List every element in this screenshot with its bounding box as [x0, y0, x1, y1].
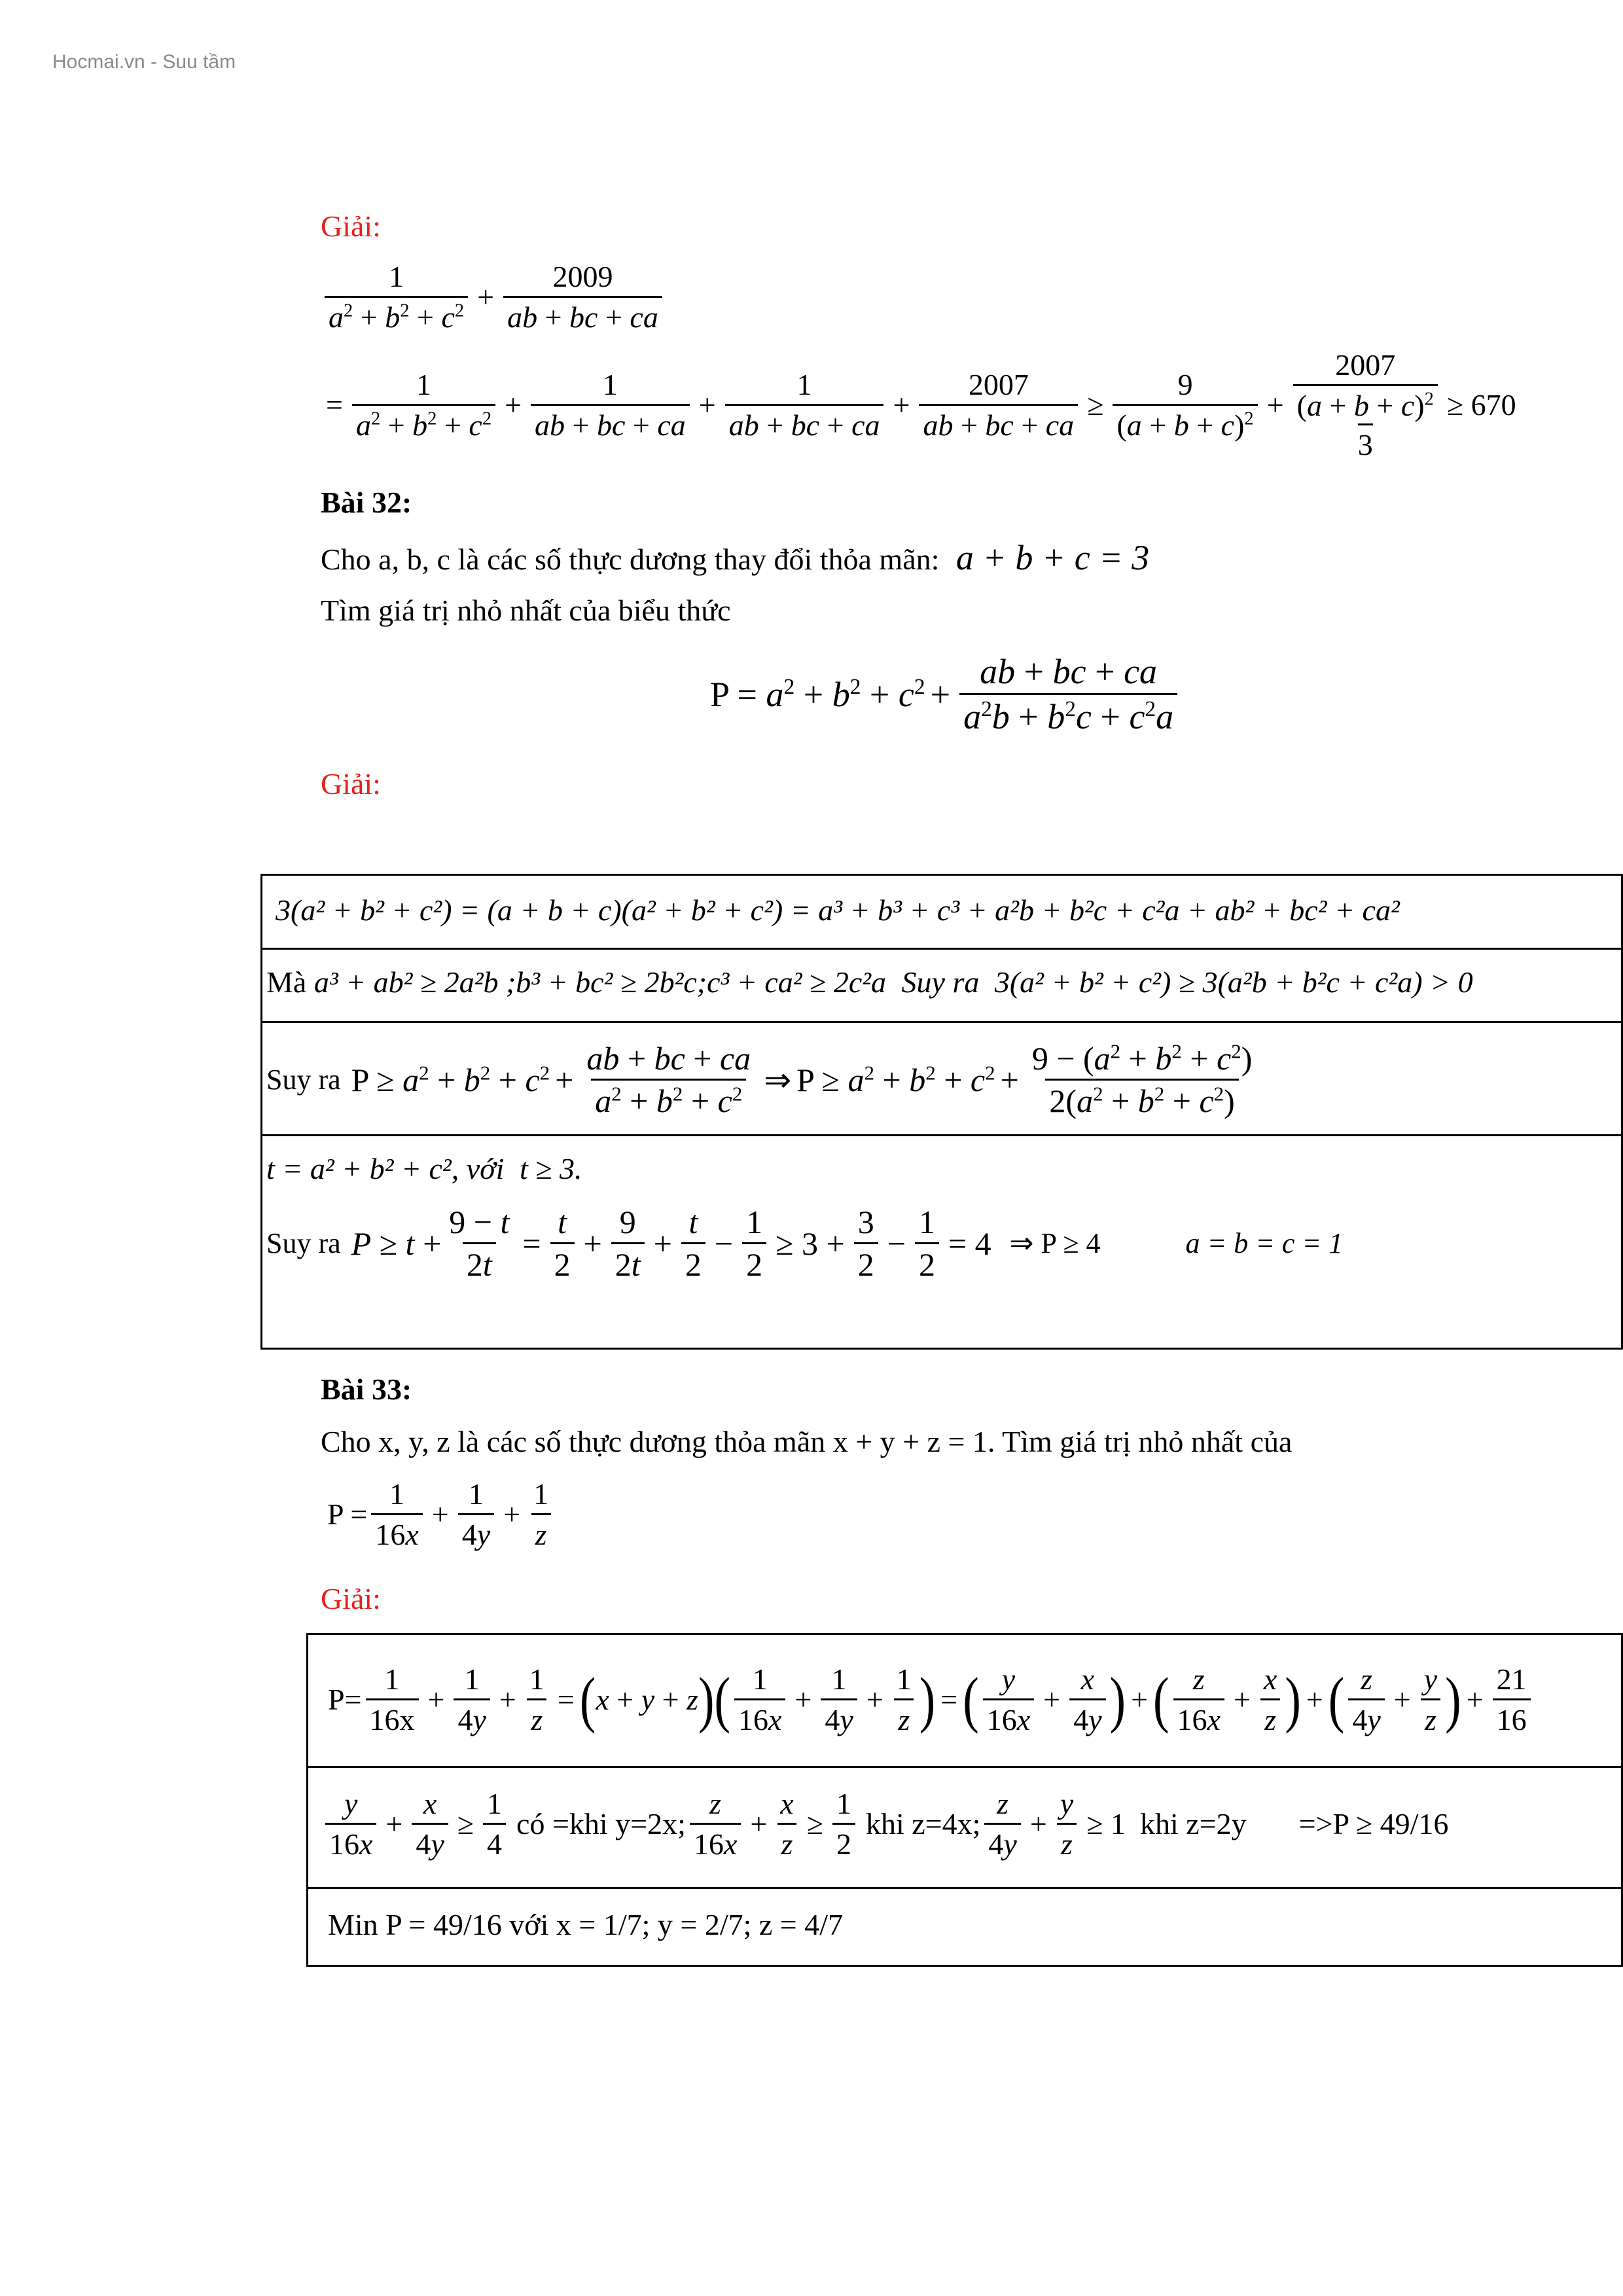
- bai32-row4-chain: Suy ra P ≥ t + $\frac{9 - t}{2t}$ = $\frac{t}{2}$ + $\frac{9}{2t}$ + $\frac{t}{2}$ − $\frac{1}{2}$ ≥ 3 + $\frac{3}{2}$ − $\frac{1}{2}$ = 4 ⇒ P ≥ 4 a = b = c = 1: [266, 1204, 1344, 1283]
- bai32-row1: 3(a² + b² + c²) = (a + b + c)(a² + b² + c²) = a³ + b³ + c³ + a²b + b²c + c²a + ab² + bc² + ca²: [276, 893, 1400, 927]
- bai32-title: Bài 32:: [321, 486, 412, 519]
- bai32-row3: Suy ra $P \ge a^2 + b^2 + c^2$ + $\frac{ab + bc + ca}{a^2 + b^2 + c^2}$ ⇒ $P \ge a^2 + b^2 + c^2$ + $\frac{9 - (a^2 + b^2 + c^2)}{2(a^2 + b^2 + c^2)}$: [266, 1039, 1253, 1119]
- solution-label-3: Giải:: [321, 1582, 381, 1615]
- bai33-expression-P: P = $\frac{1}{16x}$ + $\frac{1}{4y}$ + $\frac{1}{z}$: [327, 1476, 556, 1552]
- bai32-row2-suy: Suy ra: [901, 965, 980, 999]
- bai32-row2-result: 3(a² + b² + c²) ≥ 3(a²b + b²c + c²a) > 0: [994, 965, 1473, 999]
- bai33-row2-khi2: khi z=2y: [1139, 1807, 1247, 1841]
- bai32-row4-result: ⇒ P ≥ 4: [1009, 1227, 1101, 1259]
- bai32-row4-tdef: t = a² + b² + c², với: [266, 1152, 505, 1185]
- bai32-row4-suyra: Suy ra: [266, 1227, 341, 1259]
- bai33-title: Bài 33:: [321, 1372, 412, 1406]
- bai33-row2: $\frac{y}{16x}$ + $\frac{x}{4y}$ ≥ $\frac{1}{4}$ có =khi y=2x; $\frac{z}{16x}$ + $\frac{x}{z}$ ≥ $\frac{1}{2}$ khi z=4x; $\frac{z}{4y}$ + $\frac{y}{z}$ ≥ 1 khi z=2y =>P ≥ 49/16: [321, 1785, 1448, 1862]
- formula-top-line1: $\frac{1}{a^2 + b^2 + c^2}$ + $\frac{2009}{ab + bc + ca}$: [321, 259, 666, 335]
- bai32-solution-table: [260, 874, 1623, 1350]
- bai33-row1: P= $\frac{1}{16x}$ + $\frac{1}{4y}$ + $\frac{1}{z}$ = ( x + y + z ) ( $\frac{1}{16x}$ + $\frac{1}{4y}$ + $\frac{1}{z}$ ) = ( $\frac{y}{16x}$ + $\frac{x}{4y}$ ) + ( $\frac{z}{16x}$ + $\frac{x}{z}$ ) + ( $\frac{z}{4y}$ + $\frac{y}{z}$ ) + $\frac{21}{16}$: [328, 1661, 1535, 1738]
- bai32-row3-suyra: Suy ra: [266, 1064, 341, 1096]
- bai33-row2-result: =>P ≥ 49/16: [1298, 1807, 1449, 1841]
- watermark: Hocmai.vn - Suu tầm: [52, 51, 236, 73]
- bai32-row4-equality: a = b = c = 1: [1185, 1227, 1344, 1259]
- bai32-statement-text: Cho a, b, c là các số thực dương thay đổi thỏa mãn:: [321, 543, 940, 576]
- bai32-row2: [266, 964, 1473, 1000]
- solution-label-2: Giải:: [321, 767, 381, 800]
- bai33-statement: Cho x, y, z là các số thực dương thỏa mãn x + y + z = 1. Tìm giá trị nhỏ nhất của: [321, 1425, 1293, 1458]
- bai33-solution-table: [306, 1633, 1623, 1967]
- bai32-row2-ineq: a³ + ab² ≥ 2a²b ;b³ + bc² ≥ 2b²c;c³ + ca² ≥ 2c²a: [313, 965, 887, 999]
- bai32-row4-t: [266, 1151, 582, 1187]
- bai32-condition: a + b + c = 3: [955, 538, 1150, 577]
- bai32-statement: [321, 537, 1149, 579]
- bai32-task: Tìm giá trị nhỏ nhất của biểu thức: [321, 594, 731, 627]
- formula-top-line2: = $\frac{1}{a^2 + b^2 + c^2}$ + $\frac{1}{ab + bc + ca}$ + $\frac{1}{ab + bc + ca}$ + $\frac{2007}{ab + bc + ca}$ ≥ $\frac{9}{(a + b + c)^2}$ + $\frac{2007}{\frac{(a + b + c)^2}{3}}$ ≥ 670: [321, 347, 1522, 463]
- bai32-row4-cond: t ≥ 3.: [519, 1152, 582, 1185]
- bai32-row2-ma: Mà: [266, 965, 307, 999]
- bai33-row2-co: có =khi y=2x;: [516, 1807, 686, 1841]
- solution-label-1: Giải:: [321, 209, 381, 243]
- bai33-row3: Min P = 49/16 với x = 1/7; y = 2/7; z = 4/7: [328, 1908, 844, 1941]
- bai33-row2-khi1: khi z=4x;: [865, 1807, 981, 1841]
- bai32-expression-P: $P = a^2 + b^2 + c^2$ + $\frac{ab + bc + ca}{a^2b + b^2c + c^2a}$: [710, 651, 1181, 737]
